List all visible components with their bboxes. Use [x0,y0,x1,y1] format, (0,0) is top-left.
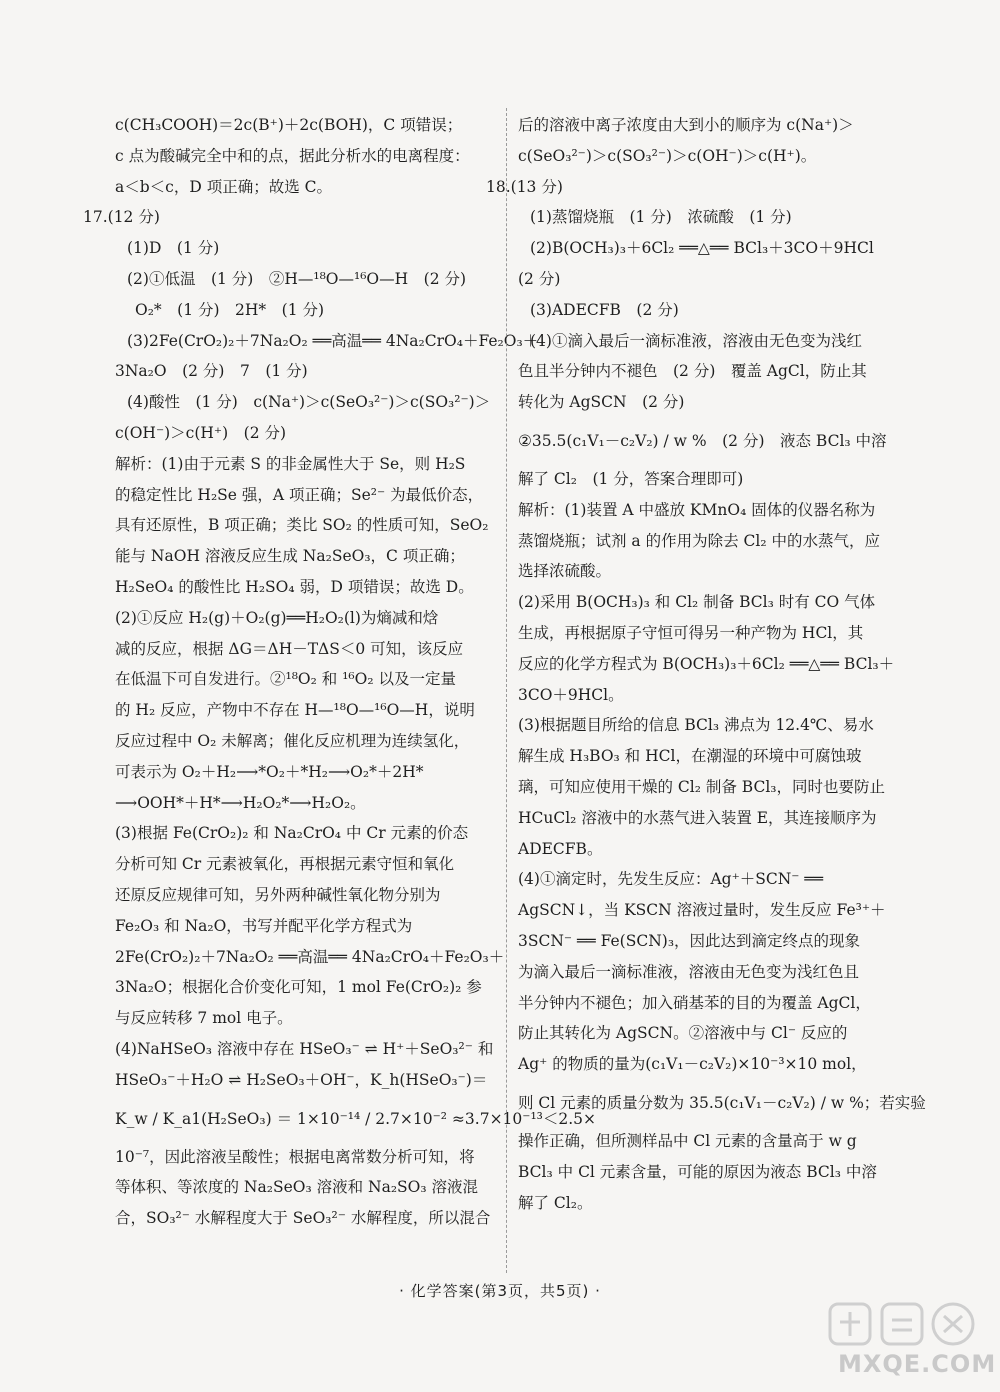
text-line: ⟶OOH*＋H*⟶H₂O₂*⟶H₂O₂。 [115,793,366,812]
text-line: (2)①反应 H₂(g)＋O₂(g)══H₂O₂(l)为熵减和焓 [115,608,439,627]
text-line: 3Na₂O；根据化合价变化可知，1 mol Fe(CrO₂)₂ 参 [115,978,482,997]
text-line: 蒸馏烧瓶；试剂 a 的作用为除去 Cl₂ 中的水蒸气，应 [518,531,880,550]
text-line: c(SeO₃²⁻)＞c(SO₃²⁻)＞c(OH⁻)＞c(H⁺)。 [518,146,817,165]
text-line: HSeO₃⁻＋H₂O ⇌ H₂SeO₃＋OH⁻，K_h(HSeO₃⁻)＝ [115,1070,488,1089]
text-line: 18.(13 分) [486,177,563,196]
text-line: (3)ADECFB (2 分) [530,300,679,319]
text-line: 与反应转移 7 mol 电子。 [115,1009,293,1028]
text-line: 半分钟内不褪色；加入硝基苯的目的为覆盖 AgCl， [518,993,871,1012]
text-line: c(OH⁻)＞c(H⁺) (2 分) [115,423,287,442]
text-line: (1)蒸馏烧瓶 (1 分) 浓硫酸 (1 分) [530,208,792,227]
text-line: 3Na₂O (2 分) 7 (1 分) [115,362,308,381]
text-line: Fe₂O₃ 和 Na₂O，书写并配平化学方程式为 [115,916,413,935]
text-line: 解生成 H₃BO₃ 和 HCl，在潮湿的环境中可腐蚀玻 [518,747,862,766]
text-line: 防止其转化为 AgSCN。②溶液中与 Cl⁻ 反应的 [518,1024,848,1043]
text-line: 为滴入最后一滴标准液，溶液由无色变为浅红色且 [518,962,860,981]
text-line: 反应过程中 O₂ 未解离；催化反应机理为连续氢化， [115,731,470,750]
text-line: 3CO＋9HCl。 [518,685,624,704]
text-line: 选择浓硫酸。 [518,562,612,581]
text-line: (4)①滴定时，先发生反应：Ag⁺＋SCN⁻ ══ [518,870,824,889]
text-line: 在低温下可自发进行。②¹⁸O₂ 和 ¹⁶O₂ 以及一定量 [115,670,456,689]
text-line: 色且半分钟内不褪色 (2 分) 覆盖 AgCl，防止其 [518,362,867,381]
text-line: (4)①滴入最后一滴标准液，溶液由无色变为浅红 [530,331,862,350]
text-line: 后的溶液中离子浓度由大到小的顺序为 c(Na⁺)＞ [518,116,854,134]
text-line: (2)①低温 (1 分) ②H—¹⁸O—¹⁶O—H (2 分) [127,269,467,288]
watermark [828,1300,997,1382]
text-line: 10⁻⁷，因此溶液呈酸性；根据电离常数分析可知，将 [115,1147,475,1166]
text-line: (4)酸性 (1 分) c(Na⁺)＞c(SeO₃²⁻)＞c(SO₃²⁻)＞ [127,393,491,412]
text-line: a＜b＜c，D 项正确；故选 C。 [115,177,332,196]
text-line: ②35.5(c₁V₁－c₂V₂) / w % (2 分) 液态 BCl₃ 中溶 [518,431,887,450]
text-line: 则 Cl 元素的质量分数为 35.5(c₁V₁－c₂V₂) / w %；若实验 [518,1093,926,1112]
text-line: 减的反应，根据 ΔG＝ΔH－TΔS＜0 可知，该反应 [115,639,464,658]
text-line: 合，SO₃²⁻ 水解程度大于 SeO₃²⁻ 水解程度，所以混合 [115,1209,491,1228]
text-line: BCl₃ 中 Cl 元素含量，可能的原因为液态 BCl₃ 中溶 [518,1162,877,1181]
text-line: c(CH₃COOH)＝2c(B⁺)＋2c(BOH)，C 项错误； [115,116,463,134]
text-line: (2)B(OCH₃)₃＋6Cl₂ ══△══ BCl₃＋3CO＋9HCl [530,239,874,258]
text-line: O₂* (1 分) 2H* (1 分) [135,300,325,319]
text-line: (4)NaHSeO₃ 溶液中存在 HSeO₃⁻ ⇌ H⁺＋SeO₃²⁻ 和 [115,1039,494,1058]
text-line: 生成，再根据原子守恒可得另一种产物为 HCl，其 [518,623,864,642]
text-line: H₂SeO₄ 的酸性比 H₂SO₄ 弱，D 项错误；故选 D。 [115,577,474,596]
text-line: c 点为酸碱完全中和的点，据此分析水的电离程度： [115,146,470,165]
text-line: Ag⁺ 的物质的量为(c₁V₁－c₂V₂)×10⁻³×10 mol， [518,1055,867,1074]
text-line: 3SCN⁻ ══ Fe(SCN)₃，因此达到滴定终点的现象 [518,931,861,950]
text-line: (3)根据 Fe(CrO₂)₂ 和 Na₂CrO₄ 中 Cr 元素的价态 [115,824,469,843]
page-footer: · 化学答案(第3页，共5页) · [399,1282,601,1300]
text-line: 17.(12 分) [83,208,160,227]
text-line: 2Fe(CrO₂)₂＋7Na₂O₂ ══高温══ 4Na₂CrO₄＋Fe₂O₃＋ [115,947,505,966]
text-line: 还原反应规律可知，另外两种碱性氧化物分别为 [115,885,441,904]
text-line: 分析可知 Cr 元素被氧化，再根据元素守恒和氧化 [115,855,455,874]
text-line: (3)2Fe(CrO₂)₂＋7Na₂O₂ ══高温══ 4Na₂CrO₄＋Fe₂O₃＋ [127,331,539,350]
text-line: 璃，可知应使用干燥的 Cl₂ 制备 BCl₃，同时也要防止 [518,777,886,796]
text-line: 反应的化学方程式为 B(OCH₃)₃＋6Cl₂ ══△══ BCl₃＋ [518,654,895,673]
text-line: (1)D (1 分) [127,239,220,258]
text-line: 能与 NaOH 溶液反应生成 Na₂SeO₃，C 项正确； [115,547,465,566]
text-line: (2)采用 B(OCH₃)₃ 和 Cl₂ 制备 BCl₃ 时有 CO 气体 [518,593,876,612]
text-line: HCuCl₂ 溶液中的水蒸气进入装置 E，其连接顺序为 [518,808,877,827]
text-line: 的稳定性比 H₂Se 强，A 项正确；Se²⁻ 为最低价态， [115,485,484,504]
text-line: K_w / K_a1(H₂SeO₃) ＝ 1×10⁻¹⁴ / 2.7×10⁻² ≈3.7×10⁻¹³＜2.5× [115,1109,597,1128]
text-line: 转化为 AgSCN (2 分) [518,393,685,412]
text-line: (3)根据题目所给的信息 BCl₃ 沸点为 12.4℃、易水 [518,716,874,735]
text-line: 解了 Cl₂ (1 分，答案合理即可) [518,469,744,488]
text-line: AgSCN↓，当 KSCN 溶液过量时，发生反应 Fe³⁺＋ [518,901,886,920]
text-line: 操作正确，但所测样品中 Cl 元素的含量高于 w g [518,1131,857,1150]
text-line: 的 H₂ 反应，产物中不存在 H—¹⁸O—¹⁶O—H，说明 [115,701,475,720]
watermark-text: MXQE.COM [838,1350,997,1378]
text-line: 解析：(1)装置 A 中盛放 KMnO₄ 固体的仪器名称为 [518,500,876,519]
answer-stamp-logo-icon [828,1300,978,1350]
text-line: ADECFB。 [518,839,603,858]
text-line: 解了 Cl₂。 [518,1193,593,1212]
text-line: (2 分) [518,269,561,288]
column-divider [506,108,507,1273]
text-line: 等体积、等浓度的 Na₂SeO₃ 溶液和 Na₂SO₃ 溶液混 [115,1178,478,1197]
text-line: 具有还原性，B 项正确；类比 SO₂ 的性质可知，SeO₂ [115,516,489,535]
text-line: 可表示为 O₂＋H₂⟶*O₂＋*H₂⟶O₂*＋2H* [115,762,424,781]
right-column [486,110,926,1218]
text-line: 解析：(1)由于元素 S 的非金属性大于 Se，则 H₂S [115,454,466,473]
